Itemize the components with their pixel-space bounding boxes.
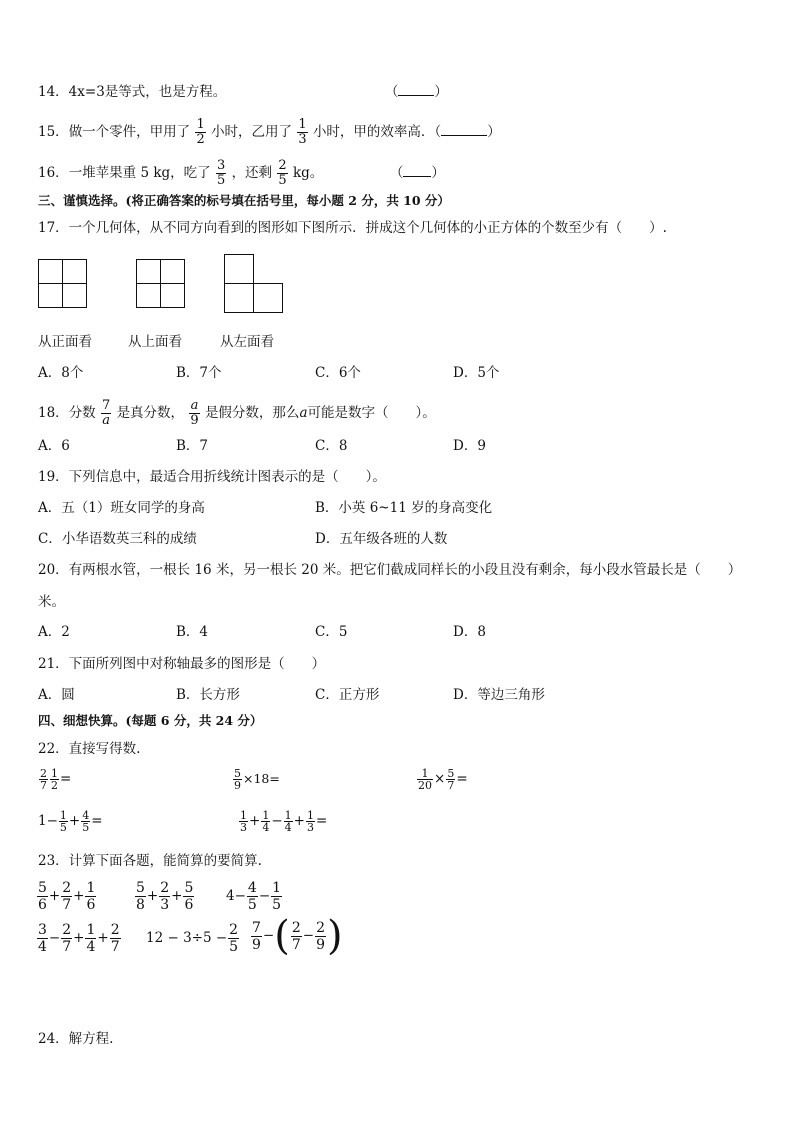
q18-option-c[interactable]: C．8 <box>315 438 348 454</box>
question-17: 17．一个几何体，从不同方向看到的图形如下图所示．拼成这个几何体的小正方体的个数至少有（ ）. <box>38 220 667 236</box>
question-20: 20．有两根水管，一根长 16 米，另一根长 20 米。把它们截成同样长的小段且没有剩余，每小段水管最长是（ ） <box>38 562 742 578</box>
q14-text: 14．4x=3是等式，也是方程。 <box>38 84 227 100</box>
q23-expr-5: 12 − 3÷5 − $\frac{2}{5}$ <box>146 922 239 955</box>
q22-expr-3: $\frac{1}{20}$ × $\frac{5}{7}$ = <box>418 767 468 792</box>
section-4-header: 四、细想快算。(每题 6 分，共 24 分） <box>38 713 263 728</box>
q23-expr-2: $\frac{5}{8}$ + $\frac{2}{3}$ + $\frac{5}{6}$ <box>136 880 194 913</box>
q17-option-b[interactable]: B．7个 <box>176 365 222 381</box>
q17-option-d[interactable]: D．5个 <box>453 365 500 381</box>
q21-option-c[interactable]: C．正方形 <box>315 687 380 703</box>
q19-option-d[interactable]: D．五年级各班的人数 <box>315 531 448 547</box>
question-21: 21．下面所列图中对称轴最多的图形是（ ） <box>38 656 326 672</box>
answer-blank[interactable] <box>403 164 431 177</box>
question-23: 23．计算下面各题，能简算的要简算. <box>38 853 262 869</box>
answer-blank[interactable] <box>441 123 487 136</box>
question-22: 22．直接写得数. <box>38 741 141 757</box>
fraction: $\frac{a}{9}$ <box>190 398 199 428</box>
question-18: 18．分数 $\frac{7}{a}$ 是真分数， $\frac{a}{9}$ 是假分数，那么a可能是数字（ ）。 <box>38 398 436 428</box>
question-19: 19．下列信息中，最适合用折线统计图表示的是（ ）。 <box>38 469 386 485</box>
fraction: $\frac{1}{3}$ <box>298 117 307 147</box>
q22-expr-5: $\frac{1}{3}$ + $\frac{1}{4}$ − $\frac{1}{4}$ + $\frac{1}{3}$ = <box>240 809 328 834</box>
q21-option-a[interactable]: A．圆 <box>38 687 75 703</box>
q17-option-a[interactable]: A．8个 <box>38 365 84 381</box>
left-view-label: 从左面看 <box>220 334 274 350</box>
question-24: 24．解方程. <box>38 1031 114 1047</box>
top-view-label: 从上面看 <box>128 334 182 350</box>
q23-expr-6: $\frac{7}{9}$ −( $\frac{2}{7}$ − $\frac{2}{9}$ ) <box>252 913 343 959</box>
q20-option-a[interactable]: A．2 <box>38 624 70 640</box>
q23-expr-4: $\frac{3}{4}$ − $\frac{2}{7}$ + $\frac{1}{4}$ + $\frac{2}{7}$ <box>38 922 120 955</box>
q21-option-d[interactable]: D．等边三角形 <box>453 687 545 703</box>
q22-expr-1: $\frac{2}{7}$ $\frac{1}{2}$ = <box>40 767 72 792</box>
q18-option-d[interactable]: D．9 <box>453 438 486 454</box>
q18-option-a[interactable]: A．6 <box>38 438 70 454</box>
question-20-cont: 米。 <box>38 594 65 610</box>
q23-expr-1: $\frac{5}{6}$ + $\frac{2}{7}$ + $\frac{1}{6}$ <box>38 880 96 913</box>
q17-option-c[interactable]: C．6个 <box>315 365 361 381</box>
answer-blank[interactable] <box>398 83 434 96</box>
fraction: $\frac{7}{a}$ <box>101 398 111 428</box>
q18-option-b[interactable]: B．7 <box>176 438 209 454</box>
q22-expr-2: $\frac{5}{9}$ ×18= <box>234 767 280 792</box>
question-16: 16．一堆苹果重 5 kg，吃了 $\frac{3}{5}$ ，还剩 $\frac{2}{5}$ kg。 （ ） <box>38 158 445 188</box>
fraction: $\frac{2}{5}$ <box>278 158 287 188</box>
q21-option-b[interactable]: B．长方形 <box>176 687 240 703</box>
question-15: 15．做一个零件，甲用了 $\frac{1}{2}$ 小时，乙用了 $\frac{1}{3}$ 小时，甲的效率高．（ ） <box>38 117 501 147</box>
q19-option-a[interactable]: A．五（1）班女同学的身高 <box>38 500 205 516</box>
fraction: $\frac{3}{5}$ <box>216 158 226 188</box>
fraction: $\frac{1}{2}$ <box>196 117 205 147</box>
q19-option-b[interactable]: B．小英 6~11 岁的身高变化 <box>315 500 493 516</box>
section-3-header: 三、谨慎选择。(将正确答案的标号填在括号里，每小题 2 分，共 10 分） <box>38 193 450 208</box>
q19-option-c[interactable]: C．小华语数英三科的成绩 <box>38 531 197 547</box>
front-view-label: 从正面看 <box>38 334 92 350</box>
q22-expr-4: 1− $\frac{1}{5}$ + $\frac{4}{5}$ = <box>38 809 103 834</box>
question-14: 14．4x=3是等式，也是方程。 （ ） <box>38 84 448 100</box>
q20-option-b[interactable]: B．4 <box>176 624 209 640</box>
q23-expr-3: 4− $\frac{4}{5}$ − $\frac{1}{5}$ <box>226 880 282 913</box>
q20-option-c[interactable]: C．5 <box>315 624 348 640</box>
q20-option-d[interactable]: D．8 <box>453 624 486 640</box>
